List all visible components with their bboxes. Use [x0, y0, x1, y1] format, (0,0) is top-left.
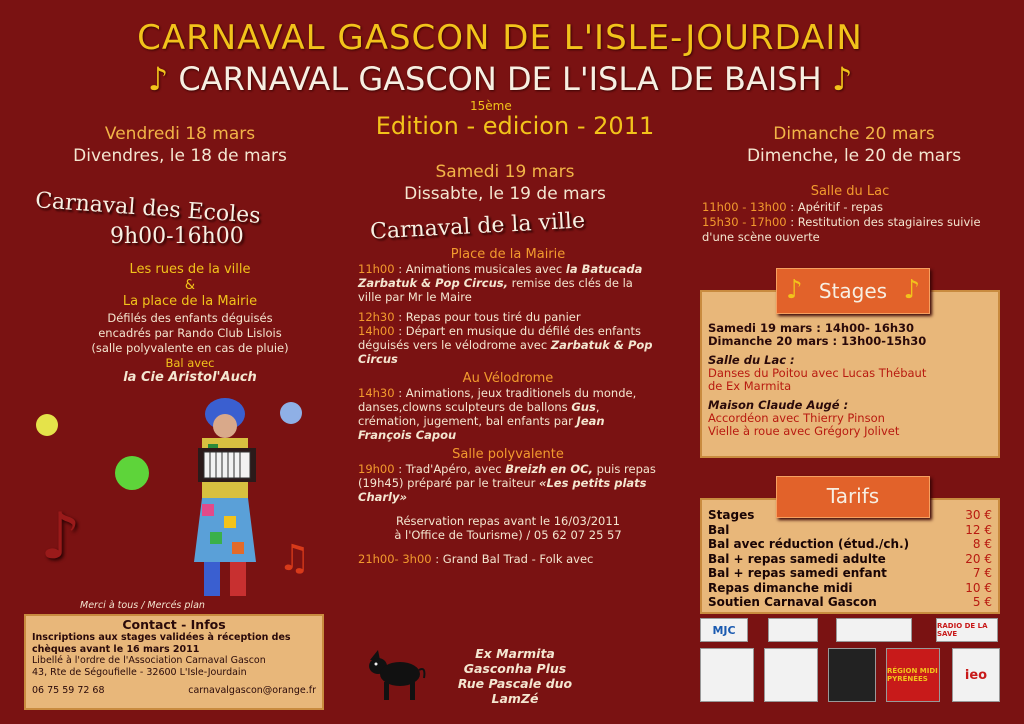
friday-desc-2: encadrés par Rando Club Lislois [98, 326, 282, 340]
tarif-row: Bal avec réduction (étud./ch.) 8 € [708, 537, 992, 551]
bands-list [400, 646, 630, 706]
reservation-line-2: à l'Office de Tourisme) / 05 62 07 25 57 [394, 528, 622, 542]
friday-event-title: Carnaval des Ecoles [34, 188, 262, 229]
carnaval-gascon-logo [700, 648, 754, 702]
edition-separator: - [466, 112, 476, 140]
saturday-item-1400: 14h00 : Départ en musique du défilé des enfants déguisés vers le vélodrome avec Zarbatuk & Pop Circus [358, 324, 653, 366]
edition-separator: - [576, 112, 586, 140]
radio-save-logo: RADIO DE LA SAVE [936, 618, 998, 642]
band-ex-marmita: Ex Marmita [475, 646, 555, 661]
stage-item-4: Vielle à roue avec Grégory Jolivet [708, 424, 900, 438]
music-note-icon: ♪ [785, 275, 803, 305]
sponsor-logo-3 [836, 618, 912, 642]
music-note-icon: ♪ [147, 60, 169, 98]
contact-title: Contact - Infos [122, 617, 226, 632]
region-logo: RÉGION MIDI PYRÉNÉES [886, 648, 940, 702]
sunday-item-2: 15h30 - 17h00 : Restitution des stagiaires suivie d'une scène ouverte [702, 215, 981, 244]
main-title: CARNAVAL GASCON DE L'ISLE-JOURDAIN [137, 18, 863, 58]
music-note-small-icon: ♫ [278, 538, 311, 579]
tarif-row: Soutien Carnaval Gascon 5 € [708, 595, 992, 609]
tarifs-tab: Tarifs [776, 476, 930, 518]
sunday-item-1: 11h00 - 13h00 : Apéritif - repas [702, 200, 884, 214]
yellow-ball-icon [36, 414, 58, 436]
reservation-line-1: Réservation repas avant le 16/03/2011 [396, 514, 620, 528]
friday-bal-band: la Cie Aristol'Auch [123, 370, 257, 385]
friday-place2: La place de la Mairie [122, 294, 258, 309]
sponsor-logo-7 [828, 648, 876, 702]
gascon-title [0, 60, 1000, 98]
sunday-program [702, 200, 994, 245]
saturday-item-1230: 12h30 : Repas pour tous tiré du panier [358, 310, 581, 324]
friday-desc-1: Défilés des enfants déguisés [107, 311, 273, 325]
saturday-item-1100: 11h00 : Animations musicales avec la Batucada Zarbatuk & Pop Circus, remise des clés de la ville par Mr le Maire [358, 262, 643, 304]
stages-place-1: Salle du Lac : [708, 353, 795, 367]
music-note-icon: ♪ [831, 60, 853, 98]
friday-amp: & [184, 278, 196, 293]
mjc-logo: MJC [700, 618, 748, 642]
music-note-large-icon: ♪ [40, 500, 81, 574]
stages-tab [776, 268, 930, 314]
edition-year: 2011 [593, 112, 655, 140]
edition-fr: Edition [375, 112, 459, 140]
tarif-row: Bal 12 € [708, 522, 992, 537]
tarif-row: Bal + repas samedi enfant 7 € [708, 566, 992, 580]
sponsor-logo-6 [764, 648, 818, 702]
friday-place1: Les rues de la ville [129, 262, 251, 277]
edition-gascon: edicion [482, 112, 570, 140]
music-note-icon: ♪ [903, 275, 921, 305]
sunday-place: Salle du Lac [810, 184, 890, 199]
friday-desc-3: (salle polyvalente en cas de pluie) [91, 341, 289, 355]
credits-vertical-strip [1008, 20, 1020, 710]
ieo-logo: ieo [952, 648, 1000, 702]
contact-line-1: Inscriptions aux stages validées à réception des [32, 632, 291, 643]
tarif-row: Stages 30 € [708, 508, 992, 522]
edition-number: 15ème [470, 99, 512, 113]
stages-line-2: Dimanche 20 mars : 13h00-15h30 [708, 334, 927, 348]
sunday-day-gascon: Dimenche, le 20 de mars [746, 146, 962, 166]
stage-item-1: Danses du Poitou avec Lucas Thébaut [708, 366, 927, 380]
contact-box [24, 614, 324, 710]
tarif-row: Bal + repas samedi adulte 20 € [708, 551, 992, 566]
contact-line-4: 43, Rte de Ségoufielle - 32600 L'Isle-Jourdain [32, 666, 247, 678]
saturday-item-1430: 14h30 : Animations, jeux traditionels du monde, danses,clowns sculpteurs de ballons Gus, crémation, jugement, bal enfants par Jean François Capou [358, 386, 637, 442]
saturday-event-title: Carnaval de la ville [369, 208, 586, 245]
tarif-row: Repas dimanche midi 10 € [708, 580, 992, 595]
saturday-day-fr: Samedi 19 mars [435, 162, 575, 182]
stages-place-2: Maison Claude Augé : [708, 398, 849, 412]
stage-item-3: Accordéon avec Thierry Pinson [708, 411, 885, 425]
green-ball-icon [115, 456, 149, 490]
stages-box [700, 290, 1000, 458]
contact-phone[interactable]: 06 75 59 72 68 [32, 685, 105, 696]
sponsor-logo-2 [768, 618, 818, 642]
saturday-item-1900: 19h00 : Trad'Apéro, avec Breizh en OC, puis repas (19h45) préparé par le traiteur «Les petits plats Charly» [358, 462, 656, 504]
tarifs-table [702, 508, 998, 610]
accordionist-illustration [170, 392, 280, 602]
contact-line-2: chèques avant le 16 mars 2011 [32, 643, 200, 655]
band-lamze: LamZé [491, 691, 539, 706]
stages-tab-label: Stages [818, 279, 888, 303]
contact-email[interactable]: carnavalgascon@orange.fr [188, 685, 316, 696]
friday-day-gascon: Divendres, le 18 de mars [73, 146, 287, 166]
saturday-place-1: Place de la Mairie [450, 247, 566, 262]
sunday-day-fr: Dimanche 20 mars [773, 124, 935, 144]
band-gasconha-plus: Gasconha Plus [463, 661, 567, 676]
contact-line-3: Libellé à l'ordre de l'Association Carnaval Gascon [32, 655, 266, 666]
friday-bal-label: Bal avec [165, 356, 215, 370]
edition-line [355, 112, 675, 140]
blue-ball-icon [280, 402, 302, 424]
friday-event-time: 9h00-16h00 [110, 224, 244, 249]
saturday-day-gascon: Dissabte, le 19 de mars [404, 184, 606, 204]
gascon-title-text: CARNAVAL GASCON DE L'ISLA DE BAISH [178, 60, 822, 98]
band-rue-pascale: Rue Pascale duo [457, 676, 573, 691]
stage-item-2: de Ex Marmita [708, 379, 792, 393]
saturday-place-3: Salle polyvalente [452, 447, 564, 462]
saturday-place-2: Au Vélodrome [462, 371, 554, 386]
stages-line-1: Samedi 19 mars : 14h00- 16h30 [708, 321, 915, 335]
saturday-program [358, 248, 658, 566]
thanks-text: Merci à tous / Mercés plan [80, 600, 205, 611]
saturday-item-2100: 21h00- 3h00 : Grand Bal Trad - Folk avec [358, 552, 594, 566]
friday-day-fr: Vendredi 18 mars [104, 124, 256, 144]
